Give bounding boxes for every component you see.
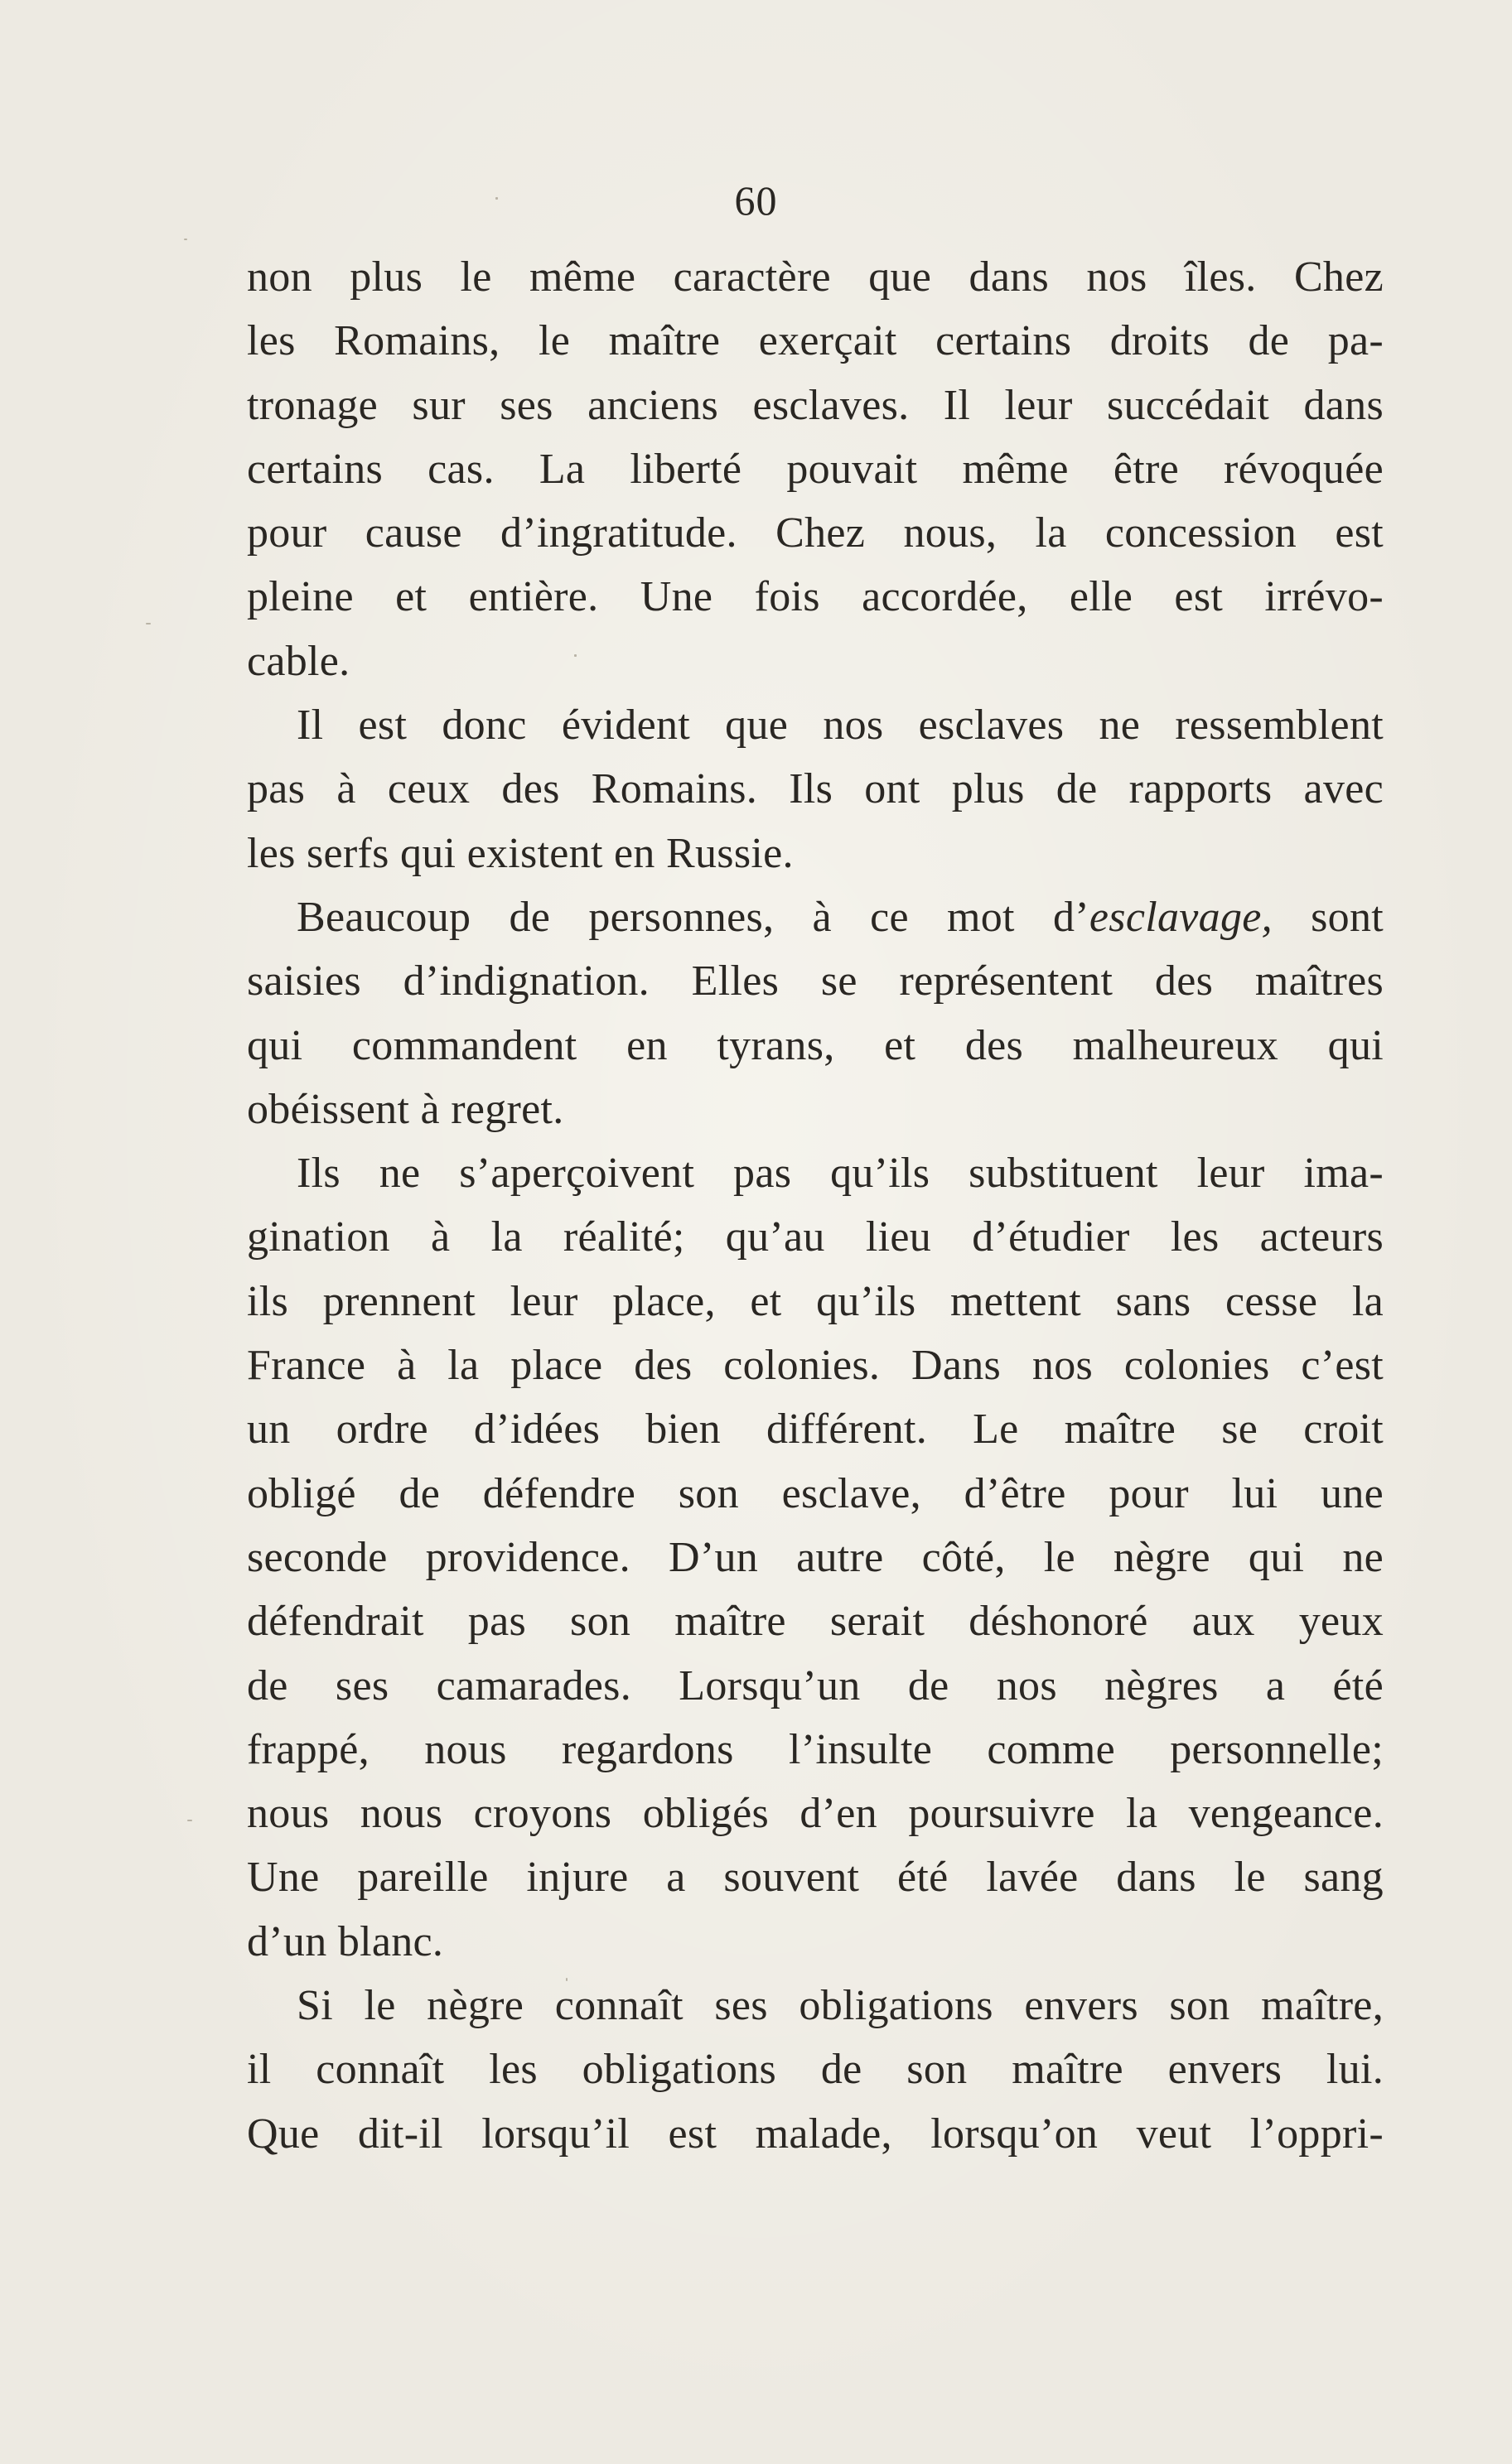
page-number: 60 xyxy=(734,177,778,224)
italic-word: esclavage, xyxy=(1089,893,1273,941)
text-line: de ses camarades. Lorsqu’un de nos nègres a été xyxy=(247,1661,1384,1709)
text-line: ils prennent leur place, et qu’ils mettent sans cesse la xyxy=(247,1277,1384,1325)
text-line: obligé de défendre son esclave, d’être pour lui une xyxy=(247,1469,1384,1517)
text-line: tronage sur ses anciens esclaves. Il leur succédait dans xyxy=(247,381,1384,429)
paper-speck xyxy=(146,623,151,624)
text-line: pleine et entière. Une fois accordée, elle est irrévo- xyxy=(247,573,1384,621)
text-line-with-italic xyxy=(247,885,1384,949)
text-line: pour cause d’ingratitude. Chez nous, la concession est xyxy=(247,509,1384,557)
text-line: défendrait pas son maître serait déshonoré aux yeux xyxy=(247,1598,1384,1646)
text-line: Il est donc évident que nos esclaves ne ressemblent xyxy=(297,702,1384,750)
text-line: Ils ne s’aperçoivent pas qu’ils substituent leur ima- xyxy=(297,1150,1384,1198)
text-line: pas à ceux des Romains. Ils ont plus de rapports avec xyxy=(247,765,1384,813)
text-line: les Romains, le maître exerçait certains droits de pa- xyxy=(247,317,1384,365)
text-segment: sont xyxy=(1272,893,1384,941)
text-line: certains cas. La liberté pouvait même être révoquée xyxy=(247,445,1384,493)
paper-speck xyxy=(184,239,187,240)
paper-speck xyxy=(495,197,498,200)
text-line: non plus le même caractère que dans nos îles. Chez xyxy=(247,253,1384,301)
text-line: un ordre d’idées bien différent. Le maître se croit xyxy=(247,1406,1384,1454)
text-line: nous nous croyons obligés d’en poursuivre la vengeance. xyxy=(247,1790,1384,1838)
text-line: qui commandent en tyrans, et des malheureux qui xyxy=(247,1021,1384,1069)
text-line: Si le nègre connaît ses obligations envers son maître, xyxy=(297,1982,1384,2030)
text-line: les serfs qui existent en Russie. xyxy=(247,829,794,877)
body-text xyxy=(247,245,1384,2166)
paper-speck xyxy=(187,1820,192,1821)
text-line: d’un blanc. xyxy=(247,1917,444,1965)
text-line: frappé, nous regardons l’insulte comme personnelle; xyxy=(247,1725,1384,1773)
text-line: Que dit-il lorsqu’il est malade, lorsqu’on veut l’oppri- xyxy=(247,2110,1384,2158)
paper-speck xyxy=(574,654,577,657)
text-line: obéissent à regret. xyxy=(247,1085,564,1133)
paper-speck xyxy=(566,1978,568,1981)
text-line: il connaît les obligations de son maître envers lui. xyxy=(247,2046,1384,2094)
text-line: Une pareille injure a souvent été lavée dans le sang xyxy=(247,1854,1384,1902)
text-line: gination à la réalité; qu’au lieu d’étudier les acteurs xyxy=(247,1213,1384,1261)
text-segment: Beaucoup de personnes, à ce mot d’ xyxy=(297,893,1089,941)
text-line: seconde providence. D’un autre côté, le nègre qui ne xyxy=(247,1533,1384,1581)
text-line: saisies d’indignation. Elles se représentent des maîtres xyxy=(247,957,1384,1005)
text-line: cable. xyxy=(247,637,350,685)
text-line: France à la place des colonies. Dans nos colonies c’est xyxy=(247,1342,1384,1390)
